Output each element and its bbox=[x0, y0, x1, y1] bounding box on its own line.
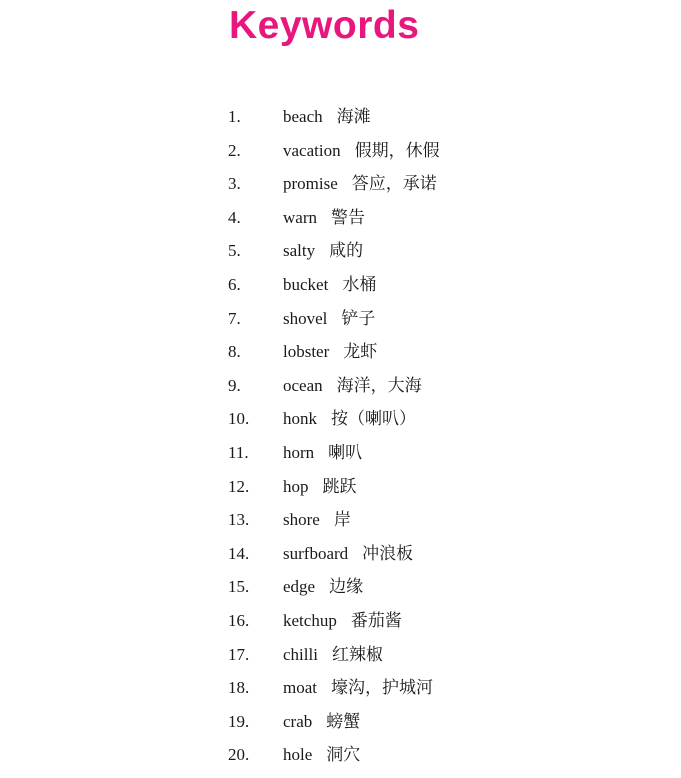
english-word: ocean bbox=[283, 375, 323, 395]
item-number: 5. bbox=[228, 241, 241, 261]
chinese-meaning: 冲浪板 bbox=[362, 543, 414, 564]
english-word: beach bbox=[283, 107, 323, 126]
list-item bbox=[0, 134, 681, 168]
item-number: 13. bbox=[228, 510, 250, 530]
item-entry bbox=[283, 671, 433, 706]
item-entry bbox=[283, 705, 360, 740]
item-entry bbox=[283, 604, 402, 639]
item-number: 12. bbox=[228, 476, 250, 496]
item-entry bbox=[283, 436, 362, 471]
english-word: lobster bbox=[283, 342, 330, 362]
item-entry bbox=[283, 134, 440, 169]
english-word: shore bbox=[283, 510, 320, 530]
item-number: 8. bbox=[228, 342, 241, 362]
english-word: promise bbox=[283, 174, 338, 194]
item-number: 4. bbox=[228, 207, 241, 227]
english-word: shovel bbox=[283, 308, 328, 328]
english-word: chilli bbox=[283, 644, 318, 664]
list-item bbox=[0, 402, 681, 436]
item-number: 10. bbox=[228, 409, 250, 429]
english-word: moat bbox=[283, 678, 317, 698]
english-word: honk bbox=[283, 409, 317, 429]
item-entry bbox=[283, 234, 363, 269]
item-entry bbox=[283, 570, 363, 605]
item-number: 7. bbox=[228, 308, 241, 328]
item-entry bbox=[283, 470, 357, 505]
item-entry bbox=[283, 369, 422, 404]
chinese-meaning: 壕沟，护城河 bbox=[331, 678, 433, 699]
chinese-meaning: 海滩 bbox=[336, 107, 371, 127]
english-word: warn bbox=[283, 207, 317, 227]
item-entry bbox=[283, 302, 375, 337]
list-item bbox=[0, 234, 681, 268]
list-item bbox=[0, 671, 681, 705]
item-number: 16. bbox=[228, 610, 250, 630]
keyword-list bbox=[0, 100, 681, 772]
item-number: 18. bbox=[228, 678, 250, 698]
list-item bbox=[0, 268, 681, 302]
english-word: vacation bbox=[283, 140, 341, 160]
english-word: surfboard bbox=[283, 543, 349, 563]
item-number: 1. bbox=[228, 107, 241, 126]
chinese-meaning: 红辣椒 bbox=[331, 644, 383, 665]
item-number: 15. bbox=[228, 577, 250, 597]
item-entry bbox=[283, 100, 371, 135]
item-number: 20. bbox=[228, 745, 250, 765]
item-number: 11. bbox=[228, 442, 249, 462]
chinese-meaning: 边缘 bbox=[329, 577, 364, 598]
item-number: 9. bbox=[228, 375, 241, 395]
item-number: 6. bbox=[228, 274, 241, 294]
item-number: 14. bbox=[228, 543, 250, 563]
list-item bbox=[0, 638, 681, 672]
english-word: crab bbox=[283, 711, 313, 731]
chinese-meaning: 龙虾 bbox=[343, 342, 378, 363]
chinese-meaning: 海洋，大海 bbox=[336, 375, 422, 396]
chinese-meaning: 跳跃 bbox=[322, 476, 357, 497]
item-entry bbox=[283, 335, 377, 370]
list-item bbox=[0, 167, 681, 201]
item-entry bbox=[283, 738, 360, 773]
item-entry bbox=[283, 201, 365, 236]
page-title: Keywords bbox=[229, 4, 420, 47]
item-entry bbox=[283, 638, 383, 673]
item-entry bbox=[283, 537, 413, 572]
list-item bbox=[0, 570, 681, 604]
list-item bbox=[0, 503, 681, 537]
english-word: ketchup bbox=[283, 610, 337, 630]
list-item bbox=[0, 705, 681, 739]
list-item bbox=[0, 302, 681, 336]
chinese-meaning: 螃蟹 bbox=[326, 711, 361, 732]
chinese-meaning: 铲子 bbox=[341, 308, 376, 329]
list-item bbox=[0, 100, 681, 134]
item-entry bbox=[283, 402, 416, 437]
chinese-meaning: 岸 bbox=[333, 510, 351, 531]
chinese-meaning: 水桶 bbox=[342, 274, 377, 295]
list-item bbox=[0, 335, 681, 369]
english-word: bucket bbox=[283, 274, 329, 294]
item-entry bbox=[283, 268, 376, 303]
list-item bbox=[0, 436, 681, 470]
item-entry bbox=[283, 167, 437, 202]
english-word: salty bbox=[283, 241, 316, 261]
list-item bbox=[0, 537, 681, 571]
chinese-meaning: 按（喇叭） bbox=[331, 409, 416, 430]
english-word: hop bbox=[283, 476, 309, 496]
list-item bbox=[0, 201, 681, 235]
chinese-meaning: 番茄酱 bbox=[350, 610, 402, 631]
chinese-meaning: 警告 bbox=[330, 207, 365, 228]
chinese-meaning: 假期，休假 bbox=[354, 140, 440, 161]
item-number: 2. bbox=[228, 140, 241, 160]
english-word: edge bbox=[283, 577, 316, 597]
list-item bbox=[0, 470, 681, 504]
english-word: horn bbox=[283, 442, 315, 462]
chinese-meaning: 答应，承诺 bbox=[351, 174, 437, 195]
item-number: 3. bbox=[228, 174, 241, 194]
chinese-meaning: 咸的 bbox=[329, 241, 364, 262]
list-item bbox=[0, 604, 681, 638]
item-number: 17. bbox=[228, 644, 250, 664]
item-number: 19. bbox=[228, 711, 250, 731]
chinese-meaning: 喇叭 bbox=[328, 442, 363, 463]
item-entry bbox=[283, 503, 351, 538]
english-word: hole bbox=[283, 745, 313, 765]
list-item bbox=[0, 369, 681, 403]
list-item bbox=[0, 738, 681, 772]
chinese-meaning: 洞穴 bbox=[326, 745, 361, 766]
